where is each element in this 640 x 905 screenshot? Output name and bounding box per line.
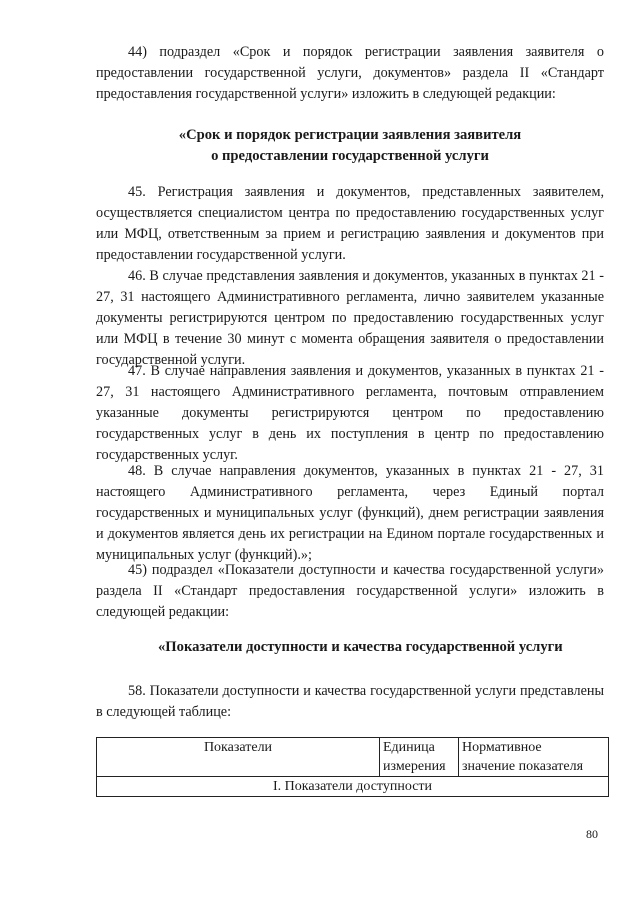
section-heading-1 xyxy=(96,125,604,167)
indicators-table xyxy=(96,737,609,797)
paragraph-text: 44) подраздел «Срок и порядок регистрации заявления заявителя о предоставлении государственной услуги, документов» раздела II «Стандарт предоставления государственной услуги» изложить в следующей редакции: xyxy=(96,44,604,102)
section-heading-2 xyxy=(96,637,604,658)
paragraph-44 xyxy=(96,42,604,105)
heading-line: «Показатели доступности и качества государственной услуги xyxy=(158,639,563,655)
header-indicators: Показатели xyxy=(97,738,380,777)
paragraph-text: 48. В случае направления документов, указанных в пунктах 21 - 27, 31 настоящего Административного регламента, через Единый портал государственных и муниципальных услуг (функций), днем регистрации заявления и документов является день их регистрации на Едином портале государственных и муниципальных услуг (функций).»; xyxy=(96,463,604,563)
table-section-row xyxy=(97,777,609,797)
page-number: 80 xyxy=(586,827,598,841)
paragraph-58 xyxy=(96,681,604,723)
heading-line-2: о предоставлении государственной услуги xyxy=(211,148,489,164)
paragraph-text: 46. В случае представления заявления и документов, указанных в пунктах 21 - 27, 31 настоящего Административного регламента, лично заявителем указанные документы регистрируются центром по предоставлению государственных услуг или МФЦ в течение 30 минут с момента обращения заявителя о предоставлении государственной услуги. xyxy=(96,268,604,368)
header-unit-line-2: измерения xyxy=(383,759,446,774)
header-normative-line-1: Нормативное xyxy=(462,740,542,755)
header-normative-line-2: значение показателя xyxy=(462,759,584,774)
paragraph-text: 58. Показатели доступности и качества государственной услуги представлены в следующей таблице: xyxy=(96,683,604,720)
paragraph-48 xyxy=(96,461,604,566)
header-unit xyxy=(380,738,459,777)
header-normative-value xyxy=(459,738,609,777)
paragraph-46 xyxy=(96,266,604,371)
section-accessibility: I. Показатели доступности xyxy=(97,777,609,797)
paragraph-45 xyxy=(96,182,604,266)
paragraph-text: 47. В случае направления заявления и документов, указанных в пунктах 21 - 27, 31 настоящего Административного регламента, почтовым отправлением указанные документы регистрируются центром по предоставлению государственных услуг в день их поступления в центр по предоставлению государственных услуг. xyxy=(96,363,604,463)
paragraph-47 xyxy=(96,361,604,466)
heading-line-1: «Срок и порядок регистрации заявления заявителя xyxy=(178,127,522,143)
paragraph-text: 45) подраздел «Показатели доступности и качества государственной услуги» раздела II «Стандарт предоставления государственной услуги» изложить в следующей редакции: xyxy=(96,562,604,620)
table-header-row xyxy=(97,738,609,777)
paragraph-45b xyxy=(96,560,604,623)
header-unit-line-1: Единица xyxy=(383,740,435,755)
paragraph-text: 45. Регистрация заявления и документов, представленных заявителем, осуществляется специалистом центра по предоставлению государственных услуг или МФЦ, ответственным за прием и регистрацию заявления и документов при предоставлении государственной услуги. xyxy=(96,184,604,263)
